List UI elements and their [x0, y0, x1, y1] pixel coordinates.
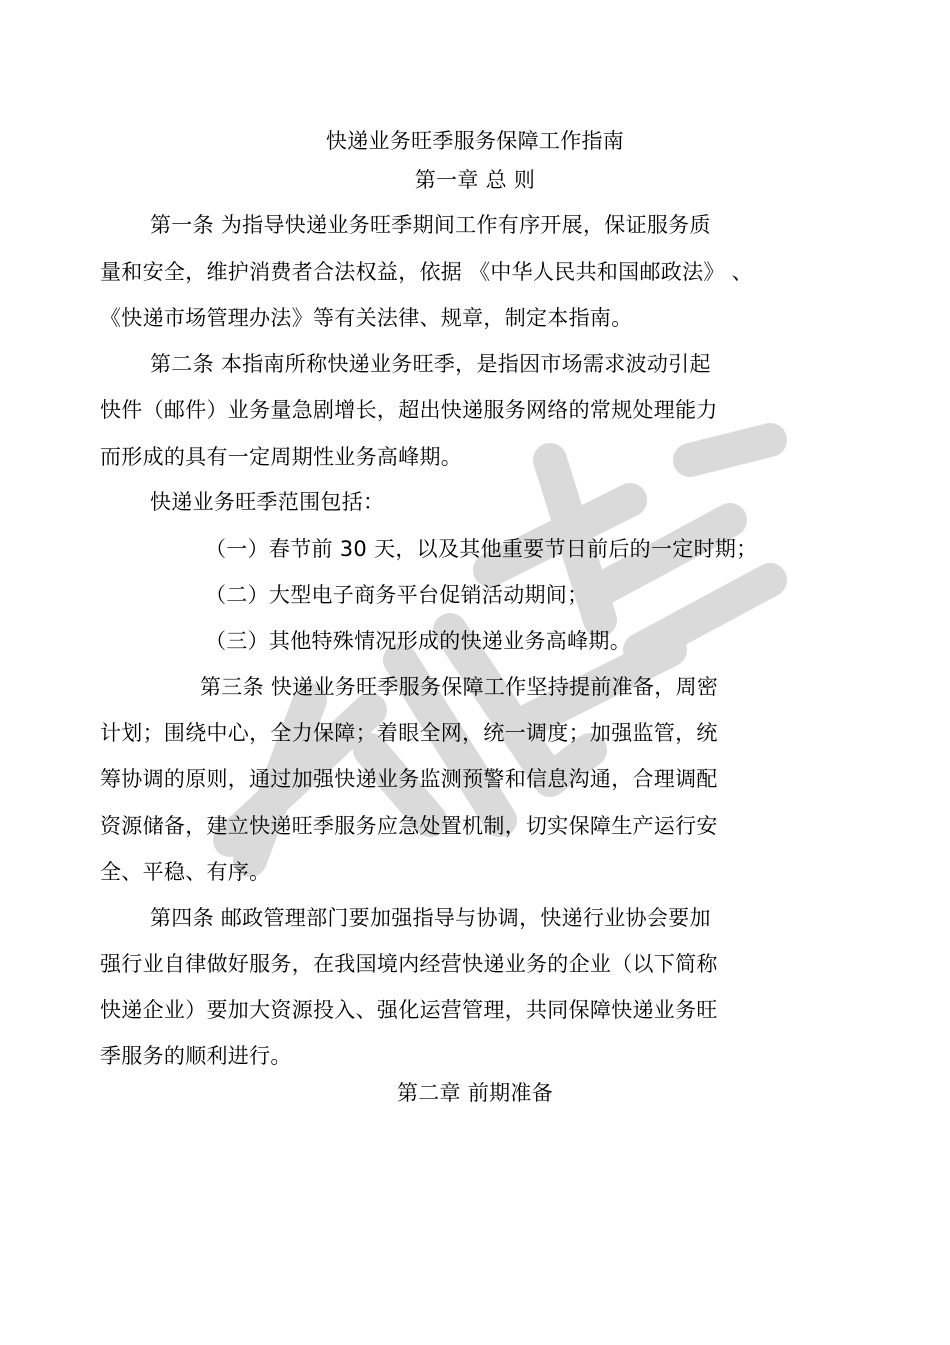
paragraph-line: 资源储备，建立快递旺季服务应急处置机制，切实保障生产运行安	[100, 814, 718, 838]
paragraph-line: 量和安全，维护消费者合法权益，依据 《中华人民共和国邮政法》 、	[100, 260, 753, 284]
paragraph-line: 而形成的具有一定周期性业务高峰期。	[100, 445, 463, 469]
paragraph-line: 季服务的顺利进行。	[100, 1044, 292, 1068]
paragraph-line: 《快递市场管理办法》等有关法律、规章，制定本指南。	[100, 306, 633, 330]
document-title: 快递业务旺季服务保障工作指南	[325, 129, 625, 153]
paragraph-line: 第四条 邮政管理部门要加强指导与协调，快递行业协会要加	[150, 906, 711, 930]
chapter-heading-1: 第一章 总 则	[414, 168, 536, 192]
paragraph-line: 计划；围绕中心，全力保障；着眼全网，统一调度；加强监管，统	[100, 721, 718, 745]
list-item: （一）春节前 30 天，以及其他重要节日前后的一定时期；	[205, 537, 758, 561]
paragraph-line: 快递业务旺季范围包括：	[150, 490, 385, 514]
paragraph-line: 筹协调的原则，通过加强快递业务监测预警和信息沟通，合理调配	[100, 767, 718, 791]
paragraph-line: 全、平稳、有序。	[100, 860, 271, 884]
paragraph-line: 快件（邮件）业务量急剧增长，超出快递服务网络的常规处理能力	[100, 398, 718, 422]
paragraph-line: 第二条 本指南所称快递业务旺季，是指因市场需求波动引起	[150, 352, 711, 376]
paragraph-line: 快递企业）要加大资源投入、强化运营管理，共同保障快递业务旺	[100, 998, 718, 1022]
list-item: （二）大型电子商务平台促销活动期间；	[205, 583, 589, 607]
paragraph-line: 强行业自律做好服务，在我国境内经营快递业务的企业（以下简称	[100, 952, 718, 976]
list-item: （三）其他特殊情况形成的快递业务高峰期。	[205, 629, 631, 653]
chapter-heading-2: 第二章 前期准备	[396, 1081, 554, 1105]
paragraph-line: 第三条 快递业务旺季服务保障工作坚持提前准备，周密	[200, 675, 719, 699]
paragraph-line: 第一条 为指导快递业务旺季期间工作有序开展，保证服务质	[150, 213, 711, 237]
